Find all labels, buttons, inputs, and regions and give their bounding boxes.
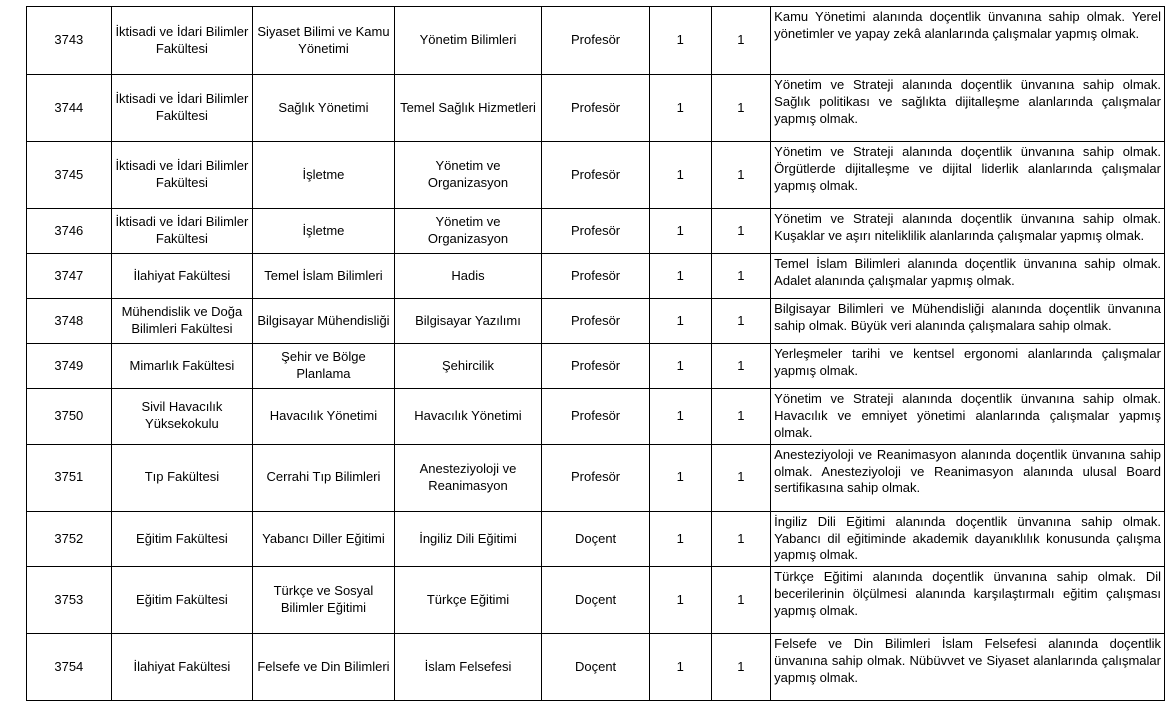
field-cell: İngiliz Dili Eğitimi bbox=[394, 511, 542, 567]
description-cell: İngiliz Dili Eğitimi alanında doçentlik ünvanına sahip olmak. Yabancı dil eğitiminde akademik dayanıklılık konusunda çalışma yapmış olmak. bbox=[771, 511, 1165, 567]
title-cell: Doçent bbox=[542, 634, 650, 701]
faculty-cell: Eğitim Fakültesi bbox=[111, 567, 253, 634]
title-cell: Profesör bbox=[542, 254, 650, 299]
count-cell: 1 bbox=[711, 299, 771, 344]
count-cell: 1 bbox=[649, 7, 711, 75]
count-cell: 1 bbox=[711, 567, 771, 634]
faculty-cell: İlahiyat Fakültesi bbox=[111, 254, 253, 299]
count-cell: 1 bbox=[711, 344, 771, 389]
faculty-cell: İlahiyat Fakültesi bbox=[111, 634, 253, 701]
field-cell: Anesteziyoloji ve Reanimasyon bbox=[394, 444, 542, 511]
row-number-cell: 3745 bbox=[27, 142, 112, 209]
table-row bbox=[27, 444, 1165, 511]
row-number-cell: 3749 bbox=[27, 344, 112, 389]
row-number-cell: 3748 bbox=[27, 299, 112, 344]
field-cell: Havacılık Yönetimi bbox=[394, 389, 542, 445]
title-cell: Profesör bbox=[542, 344, 650, 389]
count-cell: 1 bbox=[649, 389, 711, 445]
department-cell: Türkçe ve Sosyal Bilimler Eğitimi bbox=[253, 567, 395, 634]
description-cell: Yerleşmeler tarihi ve kentsel ergonomi alanlarında çalışmalar yapmış olmak. bbox=[771, 344, 1165, 389]
title-cell: Profesör bbox=[542, 7, 650, 75]
description-cell: Yönetim ve Strateji alanında doçentlik ünvanına sahip olmak. Havacılık ve emniyet yönetimi alanlarında çalışmalar yapmış olmak. bbox=[771, 389, 1165, 445]
count-cell: 1 bbox=[711, 209, 771, 254]
table-row bbox=[27, 75, 1165, 142]
row-number-cell: 3746 bbox=[27, 209, 112, 254]
row-number-cell: 3751 bbox=[27, 444, 112, 511]
table-row bbox=[27, 209, 1165, 254]
department-cell: Felsefe ve Din Bilimleri bbox=[253, 634, 395, 701]
count-cell: 1 bbox=[649, 567, 711, 634]
department-cell: İşletme bbox=[253, 209, 395, 254]
table-row bbox=[27, 567, 1165, 634]
table-body bbox=[27, 7, 1165, 701]
table-row bbox=[27, 389, 1165, 445]
field-cell: Yönetim ve Organizasyon bbox=[394, 142, 542, 209]
table-row bbox=[27, 7, 1165, 75]
field-cell: Temel Sağlık Hizmetleri bbox=[394, 75, 542, 142]
row-number-cell: 3747 bbox=[27, 254, 112, 299]
faculty-cell: Mühendislik ve Doğa Bilimleri Fakültesi bbox=[111, 299, 253, 344]
count-cell: 1 bbox=[649, 209, 711, 254]
count-cell: 1 bbox=[711, 7, 771, 75]
count-cell: 1 bbox=[649, 444, 711, 511]
field-cell: Hadis bbox=[394, 254, 542, 299]
count-cell: 1 bbox=[649, 511, 711, 567]
department-cell: Havacılık Yönetimi bbox=[253, 389, 395, 445]
field-cell: İslam Felsefesi bbox=[394, 634, 542, 701]
table-row bbox=[27, 634, 1165, 701]
field-cell: Şehircilik bbox=[394, 344, 542, 389]
department-cell: Temel İslam Bilimleri bbox=[253, 254, 395, 299]
department-cell: Siyaset Bilimi ve Kamu Yönetimi bbox=[253, 7, 395, 75]
count-cell: 1 bbox=[711, 142, 771, 209]
count-cell: 1 bbox=[711, 75, 771, 142]
description-cell: Türkçe Eğitimi alanında doçentlik ünvanına sahip olmak. Dil becerilerinin ölçülmesi alanında karşılaştırmalı eğitim çalışması yapmış olmak. bbox=[771, 567, 1165, 634]
description-cell: Bilgisayar Bilimleri ve Mühendisliği alanında doçentlik ünvanına sahip olmak. Büyük veri alanında çalışmalara sahip olmak. bbox=[771, 299, 1165, 344]
faculty-cell: Sivil Havacılık Yüksekokulu bbox=[111, 389, 253, 445]
count-cell: 1 bbox=[711, 634, 771, 701]
faculty-cell: Tıp Fakültesi bbox=[111, 444, 253, 511]
row-number-cell: 3753 bbox=[27, 567, 112, 634]
title-cell: Profesör bbox=[542, 209, 650, 254]
count-cell: 1 bbox=[711, 254, 771, 299]
description-cell: Yönetim ve Strateji alanında doçentlik ünvanına sahip olmak. Kuşaklar ve aşırı niteliklilik alanlarında çalışmalar yapmış olmak. bbox=[771, 209, 1165, 254]
row-number-cell: 3750 bbox=[27, 389, 112, 445]
faculty-cell: İktisadi ve İdari Bilimler Fakültesi bbox=[111, 75, 253, 142]
department-cell: Sağlık Yönetimi bbox=[253, 75, 395, 142]
title-cell: Profesör bbox=[542, 75, 650, 142]
faculty-cell: İktisadi ve İdari Bilimler Fakültesi bbox=[111, 209, 253, 254]
title-cell: Profesör bbox=[542, 444, 650, 511]
department-cell: Yabancı Diller Eğitimi bbox=[253, 511, 395, 567]
announcement-table bbox=[26, 6, 1165, 701]
department-cell: Şehir ve Bölge Planlama bbox=[253, 344, 395, 389]
title-cell: Profesör bbox=[542, 299, 650, 344]
description-cell: Kamu Yönetimi alanında doçentlik ünvanına sahip olmak. Yerel yönetimler ve yapay zekâ alanlarında çalışmalar yapmış olmak. bbox=[771, 7, 1165, 75]
description-cell: Yönetim ve Strateji alanında doçentlik ünvanına sahip olmak. Sağlık politikası ve sağlıkta dijitalleşme alanlarında çalışmalar yapmış olmak. bbox=[771, 75, 1165, 142]
faculty-cell: Eğitim Fakültesi bbox=[111, 511, 253, 567]
description-cell: Yönetim ve Strateji alanında doçentlik ünvanına sahip olmak. Örgütlerde dijitalleşme ve dijital liderlik alanlarında çalışmalar yapmış olmak. bbox=[771, 142, 1165, 209]
faculty-cell: İktisadi ve İdari Bilimler Fakültesi bbox=[111, 142, 253, 209]
field-cell: Yönetim ve Organizasyon bbox=[394, 209, 542, 254]
field-cell: Bilgisayar Yazılımı bbox=[394, 299, 542, 344]
title-cell: Profesör bbox=[542, 142, 650, 209]
count-cell: 1 bbox=[649, 75, 711, 142]
count-cell: 1 bbox=[649, 142, 711, 209]
count-cell: 1 bbox=[649, 299, 711, 344]
count-cell: 1 bbox=[649, 344, 711, 389]
description-cell: Anesteziyoloji ve Reanimasyon alanında doçentlik ünvanına sahip olmak. Anesteziyoloji ve Reanimasyon alanında ulusal Board sertifikasına sahip olmak. bbox=[771, 444, 1165, 511]
field-cell: Türkçe Eğitimi bbox=[394, 567, 542, 634]
table-row bbox=[27, 254, 1165, 299]
count-cell: 1 bbox=[711, 444, 771, 511]
description-cell: Felsefe ve Din Bilimleri İslam Felsefesi alanında doçentlik ünvanına sahip olmak. Nübüvvet ve Siyaset alanlarında çalışmalar yapmış olmak. bbox=[771, 634, 1165, 701]
table-row bbox=[27, 142, 1165, 209]
count-cell: 1 bbox=[649, 634, 711, 701]
faculty-cell: Mimarlık Fakültesi bbox=[111, 344, 253, 389]
title-cell: Profesör bbox=[542, 389, 650, 445]
title-cell: Doçent bbox=[542, 567, 650, 634]
table-row bbox=[27, 299, 1165, 344]
faculty-cell: İktisadi ve İdari Bilimler Fakültesi bbox=[111, 7, 253, 75]
row-number-cell: 3744 bbox=[27, 75, 112, 142]
count-cell: 1 bbox=[711, 511, 771, 567]
description-cell: Temel İslam Bilimleri alanında doçentlik ünvanına sahip olmak. Adalet alanında çalışmalar yapmış olmak. bbox=[771, 254, 1165, 299]
department-cell: İşletme bbox=[253, 142, 395, 209]
department-cell: Cerrahi Tıp Bilimleri bbox=[253, 444, 395, 511]
department-cell: Bilgisayar Mühendisliği bbox=[253, 299, 395, 344]
row-number-cell: 3743 bbox=[27, 7, 112, 75]
table-row bbox=[27, 511, 1165, 567]
table-row bbox=[27, 344, 1165, 389]
count-cell: 1 bbox=[711, 389, 771, 445]
row-number-cell: 3754 bbox=[27, 634, 112, 701]
field-cell: Yönetim Bilimleri bbox=[394, 7, 542, 75]
count-cell: 1 bbox=[649, 254, 711, 299]
row-number-cell: 3752 bbox=[27, 511, 112, 567]
title-cell: Doçent bbox=[542, 511, 650, 567]
